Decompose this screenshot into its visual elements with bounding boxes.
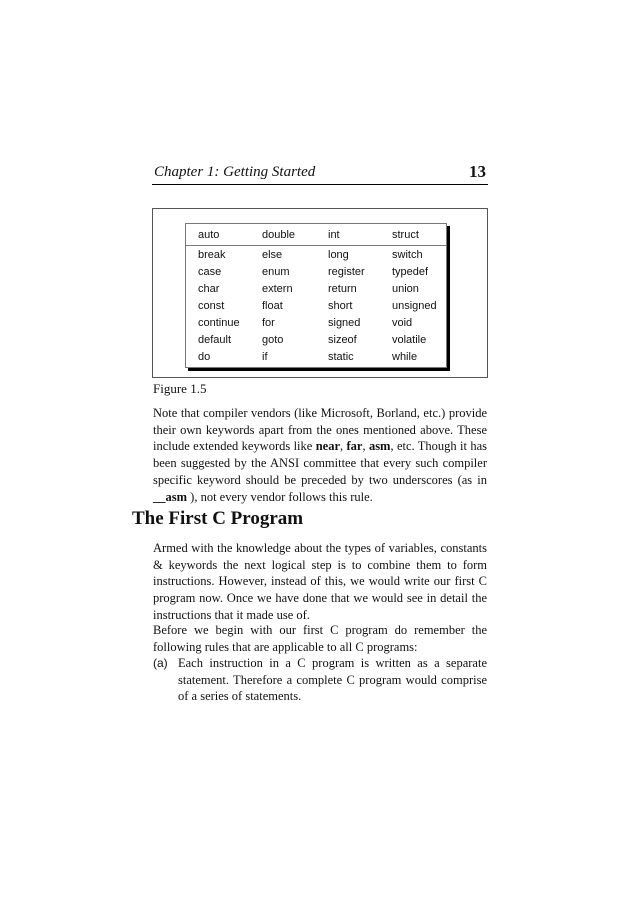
keyword-cell: else: [262, 249, 283, 261]
keyword-cell: register: [328, 266, 365, 278]
keyword-cell: enum: [262, 266, 290, 278]
keyword-cell: const: [198, 300, 225, 312]
keyword-cell: double: [262, 229, 296, 241]
keyword-cell: struct: [392, 229, 419, 241]
keyword-cell: union: [392, 283, 419, 295]
keyword-cell: default: [198, 334, 232, 346]
list-item-text: Each instruction in a C program is written as a separate statement. Therefore a complete C program would comprise of a series of statements.: [178, 656, 487, 704]
section-heading: The First C Program: [132, 508, 304, 529]
keyword-table: [185, 223, 447, 368]
paragraph-text: ), not every vendor follows this rule.: [187, 489, 373, 504]
paragraph-rules-intro: Before we begin with our first C program do remember the following rules that are applicable to all C programs:: [153, 623, 487, 654]
keyword-table-row: [186, 317, 446, 333]
keyword-cell: signed: [328, 317, 361, 329]
keyword-cell: break: [198, 249, 226, 261]
page-number: 13: [469, 162, 486, 181]
chapter-title: Chapter 1: Getting Started: [154, 164, 316, 180]
keyword-cell: case: [198, 266, 222, 278]
keyword-cell: switch: [392, 249, 423, 261]
keyword-cell: for: [262, 317, 275, 329]
paragraph-first-program: Armed with the knowledge about the types of variables, constants & keywords the next logical step is to combine them to form instructions. However, instead of this, we would write our first C program now. Once we have done that we would see in detail the instructions that it made use of.: [153, 541, 487, 622]
list-marker: (a): [153, 656, 168, 670]
keyword-cell: char: [198, 283, 220, 295]
keyword-cell: auto: [198, 229, 220, 241]
keyword-cell: long: [328, 249, 349, 261]
keyword-cell: return: [328, 283, 357, 295]
keyword-cell: continue: [198, 317, 240, 329]
keyword-table-header-row: [186, 229, 446, 246]
keyword-table-row: [186, 249, 446, 265]
keyword-cell: extern: [262, 283, 293, 295]
keyword-table-row: [186, 266, 446, 282]
keyword-cell: int: [328, 229, 340, 241]
keyword-cell: static: [328, 351, 354, 363]
paragraph-text: Note that compiler vendors (like Microsoft, Borland, etc.) provide their own keywords apart from the ones mentioned above. These include extended keywords like: [153, 406, 487, 454]
keyword-table-row: [186, 300, 446, 316]
figure-caption: Figure 1.5: [153, 381, 207, 396]
paragraph-text: ,: [340, 439, 347, 454]
keyword-asm: asm: [368, 439, 391, 454]
figure-frame: [152, 208, 488, 378]
keyword-cell: short: [328, 300, 353, 312]
paragraph-vendor-keywords: [153, 405, 487, 505]
keyword-table-row: [186, 283, 446, 299]
keyword-cell: float: [262, 300, 283, 312]
list-item: [153, 655, 487, 705]
keyword-cell: goto: [262, 334, 284, 346]
keyword-underscore-asm: __asm: [153, 489, 188, 504]
keyword-cell: volatile: [392, 334, 427, 346]
page-header: [152, 163, 488, 185]
keyword-cell: sizeof: [328, 334, 357, 346]
keyword-cell: while: [392, 351, 418, 363]
keyword-table-row: [186, 334, 446, 350]
keyword-near: near: [315, 439, 340, 454]
paragraph-text: ,: [362, 439, 369, 454]
keyword-cell: unsigned: [392, 300, 437, 312]
paragraph-text: , etc. Though it has been suggested by the ANSI committee that every such compiler specific keyword should be preceded by two underscores (as in: [153, 439, 487, 487]
keyword-cell: if: [262, 351, 268, 363]
keyword-cell: do: [198, 351, 211, 363]
keyword-table-row: [186, 351, 446, 367]
keyword-cell: typedef: [392, 266, 429, 278]
keyword-far: far: [346, 439, 363, 454]
keyword-cell: void: [392, 317, 413, 329]
